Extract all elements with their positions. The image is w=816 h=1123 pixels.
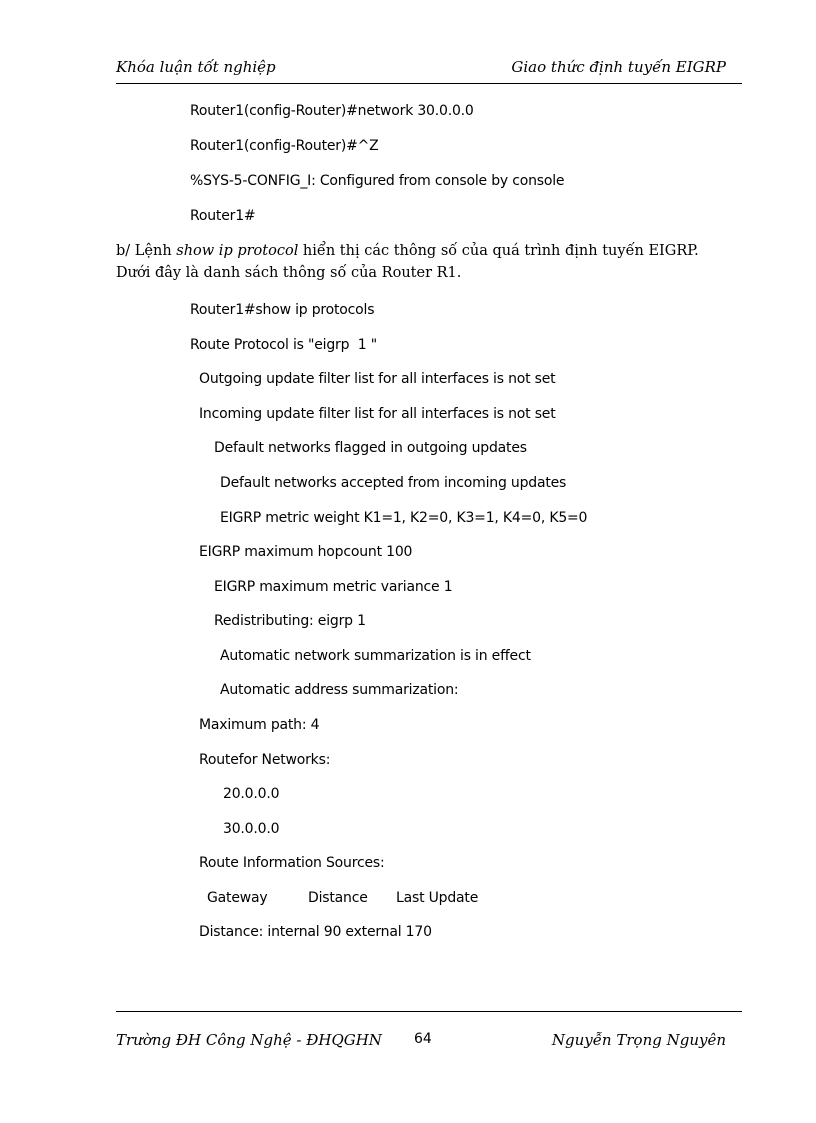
- code-line: 30.0.0.0: [223, 821, 280, 837]
- code-line: Route Information Sources:: [199, 855, 385, 871]
- header-left-title: Khóa luận tốt nghiệp: [116, 58, 276, 76]
- sources-header-gateway: Gateway: [207, 890, 268, 906]
- code-line: Router1#show ip protocols: [190, 302, 375, 318]
- paragraph-command: show ip protocol: [176, 243, 299, 259]
- code-line: Automatic network summarization is in effect: [220, 648, 531, 664]
- code-line: Outgoing update filter list for all interfaces is not set: [199, 371, 556, 387]
- header-rule: [116, 83, 742, 84]
- code-line: Router1#: [190, 208, 256, 224]
- footer-left: Trường ĐH Công Nghệ - ĐHQGHN: [116, 1031, 382, 1049]
- page-number: 64: [414, 1031, 432, 1047]
- paragraph-suffix: hiển thị các thông số của quá trình định tuyến EIGRP. Dưới đây là danh sách thông số của Router R1.: [116, 243, 699, 281]
- code-line: EIGRP maximum metric variance 1: [214, 579, 453, 595]
- header-right-title: Giao thức định tuyến EIGRP: [511, 58, 726, 76]
- footer-rule: [116, 1011, 742, 1012]
- body-paragraph: [116, 240, 736, 284]
- code-line: EIGRP maximum hopcount 100: [199, 544, 413, 560]
- sources-header-distance: Distance: [308, 890, 368, 906]
- code-line: Default networks flagged in outgoing updates: [214, 440, 527, 456]
- code-line: Incoming update filter list for all interfaces is not set: [199, 406, 556, 422]
- code-line: EIGRP metric weight K1=1, K2=0, K3=1, K4=0, K5=0: [220, 510, 588, 526]
- code-line: Automatic address summarization:: [220, 682, 459, 698]
- code-line: Maximum path: 4: [199, 717, 320, 733]
- code-line: Redistributing: eigrp 1: [214, 613, 366, 629]
- code-line: Distance: internal 90 external 170: [199, 924, 432, 940]
- code-line: Router1(config-Router)#network 30.0.0.0: [190, 103, 474, 119]
- code-line: Router1(config-Router)#^Z: [190, 138, 379, 154]
- sources-header-last-update: Last Update: [396, 890, 479, 906]
- footer-right: Nguyễn Trọng Nguyên: [551, 1031, 726, 1049]
- code-line: %SYS-5-CONFIG_I: Configured from console by console: [190, 173, 565, 189]
- code-line: Routefor Networks:: [199, 752, 331, 768]
- code-line: Default networks accepted from incoming updates: [220, 475, 567, 491]
- code-line: Route Protocol is "eigrp 1 ": [190, 337, 377, 353]
- paragraph-prefix: b/ Lệnh: [116, 243, 177, 259]
- code-line: 20.0.0.0: [223, 786, 280, 802]
